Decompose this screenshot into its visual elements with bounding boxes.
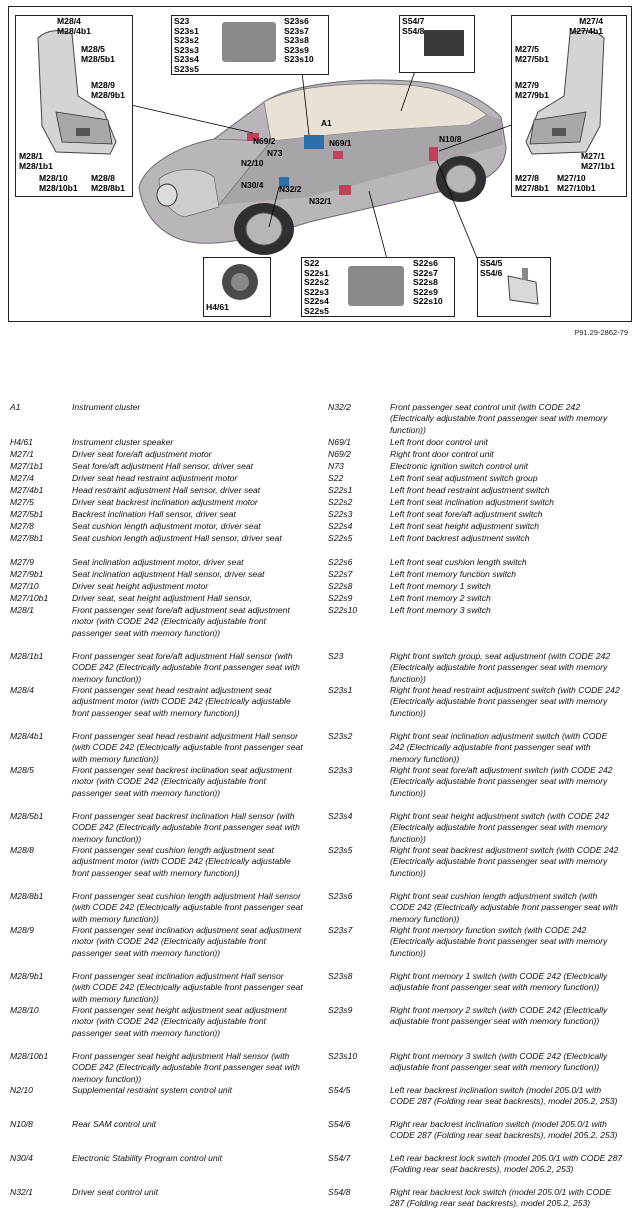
legend-code: S23s7 (328, 925, 353, 935)
legend-code: M28/5b1 (10, 811, 44, 821)
legend-description: Electronic Stability Program control unit (72, 1153, 222, 1163)
legend-description: Front passenger seat inclination adjustment Hall sensor (with CODE 242 (Electrically adjustable front passenger seat with memory function)) (72, 971, 303, 1004)
legend-code: M27/9b1 (10, 569, 44, 579)
legend-description: Right front seat height adjustment switch (with CODE 242 (Electrically adjustable front passenger seat with memory function)) (390, 811, 610, 844)
legend-row (328, 581, 624, 592)
legend-description: Left front seat fore/aft adjustment switch (390, 509, 543, 519)
legend-row (328, 557, 624, 568)
legend-description: Left front door control unit (390, 437, 488, 447)
label-n73: N73 (267, 148, 283, 158)
legend-code: N2/10 (10, 1085, 33, 1095)
legend-code: S54/8 (328, 1187, 351, 1197)
legend-row (328, 1005, 624, 1028)
legend-code: M27/4 (10, 473, 34, 483)
legend-description: Front passenger seat cushion length adjustment seat adjustment motor (with CODE 242 (Electrically adjustable front passenger seat with memory function)) (72, 845, 291, 878)
legend-code: N10/8 (10, 1119, 33, 1129)
legend-row (328, 731, 624, 765)
legend-row (10, 581, 304, 592)
legend-row (328, 1153, 624, 1176)
legend-code: S23s5 (328, 845, 353, 855)
legend-code: M27/4b1 (10, 485, 44, 495)
legend-description: Front passenger seat cushion length adjustment Hall sensor (with CODE 242 (Electrically adjustable front passenger seat with memory function)) (72, 891, 303, 924)
legend-description: Left front seat inclination adjustment switch (390, 497, 554, 507)
legend-code: M28/5 (10, 765, 34, 775)
legend-code: M27/9 (10, 557, 34, 567)
legend-row (328, 437, 624, 448)
legend-code: M28/1 (10, 605, 34, 615)
legend-description: Seat inclination adjustment Hall sensor, driver seat (72, 569, 265, 579)
legend-code: S23s2 (328, 731, 353, 741)
label-s22-memory: S22s6 S22s7 S22s8 S22s9 S22s10 (413, 258, 443, 307)
legend-row (10, 605, 304, 639)
legend-row (10, 509, 304, 520)
legend-row (10, 1153, 304, 1164)
legend-code: S22s7 (328, 569, 353, 579)
legend-code: S22s9 (328, 593, 353, 603)
legend-description: Right front memory function switch (with CODE 242 (Electrically adjustable front passenger seat with memory function)) (390, 925, 608, 958)
legend-code: M28/10 (10, 1005, 39, 1015)
legend-code: N69/2 (328, 449, 351, 459)
lock-switch-image (424, 30, 464, 56)
legend-description: Right front door control unit (390, 449, 494, 459)
legend-row (10, 497, 304, 508)
legend-row (10, 731, 304, 765)
legend-row (10, 811, 304, 845)
label-s54-7: S54/7 S54/8 (402, 16, 425, 36)
legend-description: Left front memory 1 switch (390, 581, 491, 591)
legend-description: Left front memory 2 switch (390, 593, 491, 603)
legend-row (10, 1085, 304, 1096)
legend-row (10, 437, 304, 448)
legend-description: Driver seat fore/aft adjustment motor (72, 449, 212, 459)
legend-code: S22s2 (328, 497, 353, 507)
legend-description: Seat inclination adjustment motor, driver seat (72, 557, 244, 567)
label-m27-1: M27/1 M27/1b1 (581, 151, 615, 171)
legend-row (328, 593, 624, 604)
label-m28-10: M28/10 M28/10b1 (39, 173, 78, 193)
label-n10-8: N10/8 (439, 134, 462, 144)
legend-code: S54/6 (328, 1119, 351, 1129)
legend-description: Electronic ignition switch control unit (390, 461, 529, 471)
legend-code: S23 (328, 651, 344, 661)
legend-row (328, 402, 624, 436)
legend-row (10, 685, 304, 719)
legend-code: S22s5 (328, 533, 353, 543)
legend-row (10, 1005, 304, 1039)
legend-row (10, 593, 304, 604)
legend-description: Left front seat adjustment switch group (390, 473, 538, 483)
legend-description: Driver seat height adjustment motor (72, 581, 209, 591)
switch-panel-image (348, 266, 404, 306)
legend-row (10, 485, 304, 496)
legend-code: S54/5 (328, 1085, 351, 1095)
legend-code: M27/10b1 (10, 593, 49, 603)
legend-description: Supplemental restraint system control unit (72, 1085, 233, 1095)
legend-row (10, 1119, 304, 1130)
legend-description: Right front memory 2 switch (with CODE 242 (Electrically adjustable front passenger seat with memory function)) (390, 1005, 608, 1027)
label-s23-group: S23 S23s1 S23s2 S23s3 S23s4 S23s5 (174, 16, 199, 74)
label-m27-10: M27/10 M27/10b1 (557, 173, 596, 193)
legend-description: Front passenger seat fore/aft adjustment Hall sensor (with CODE 242 (Electrically adjustable front passenger seat with memory function)) (72, 651, 300, 684)
legend-description: Front passenger seat inclination adjustment seat adjustment motor (with CODE 242 (Electrically adjustable front passenger seat with memory function)) (72, 925, 302, 958)
legend-row (328, 473, 624, 484)
legend-code: S22s10 (328, 605, 358, 615)
legend-description: Right front switch group, seat adjustment (with CODE 242 (Electrically adjustable front passenger seat with memory function)) (390, 651, 611, 684)
legend-description: Left front seat cushion length switch (390, 557, 527, 567)
legend-code: M28/9b1 (10, 971, 44, 981)
legend-description: Head restraint adjustment Hall sensor, driver seat (72, 485, 261, 495)
label-n2-10: N2/10 (241, 158, 264, 168)
legend-description: Rear SAM control unit (72, 1119, 157, 1129)
label-a1: A1 (321, 118, 332, 128)
legend-row (10, 891, 304, 925)
label-m27-9: M27/9 M27/9b1 (515, 80, 549, 100)
legend-row (328, 925, 624, 959)
legend-row (328, 685, 624, 719)
legend-description: Front passenger seat head restraint adjustment Hall sensor (with CODE 242 (Electrically adjustable front passenger seat with memory function)) (72, 731, 303, 764)
legend-code: S23s8 (328, 971, 353, 981)
legend-code: M28/8 (10, 845, 34, 855)
legend-row (10, 651, 304, 685)
legend-row (10, 1051, 304, 1085)
legend-code: S22s6 (328, 557, 353, 567)
legend-code: M27/8b1 (10, 533, 44, 543)
switch-panel-image (222, 22, 276, 62)
label-m28-4: M28/4 M28/4b1 (57, 16, 91, 36)
legend-row (328, 651, 624, 685)
legend-row (328, 1187, 624, 1210)
legend-code: A1 (10, 402, 21, 412)
legend-description: Right front seat backrest adjustment switch (with CODE 242 (Electrically adjustable front passenger seat with memory function)) (390, 845, 619, 878)
legend-row (328, 521, 624, 532)
legend-code: S22 (328, 473, 344, 483)
label-s54-5: S54/5 S54/6 (480, 258, 503, 278)
label-m28-8: M28/8 M28/8b1 (91, 173, 125, 193)
legend-description: Seat cushion length adjustment motor, driver seat (72, 521, 261, 531)
legend-description: Right front memory 1 switch (with CODE 242 (Electrically adjustable front passenger seat with memory function)) (390, 971, 608, 993)
legend-row (328, 891, 624, 925)
figure-reference: P91.29-2862-79 (574, 328, 628, 337)
legend-description: Right front head restraint adjustment switch (with CODE 242 (Electrically adjustable front passenger seat with memory function)) (390, 685, 620, 718)
label-s23-memory: S23s6 S23s7 S23s8 S23s9 S23s10 (284, 16, 314, 65)
legend-description: Left front memory 3 switch (390, 605, 491, 615)
legend-code: M28/4 (10, 685, 34, 695)
legend-code: M28/10b1 (10, 1051, 49, 1061)
legend-code: M27/1 (10, 449, 34, 459)
legend-row (328, 569, 624, 580)
legend-description: Left rear backrest inclination switch (model 205.0/1 with CODE 287 (Folding rear seat backrests), model 205.2, 253) (390, 1085, 618, 1107)
label-n69-1: N69/1 (329, 138, 352, 148)
legend-description: Front passenger seat backrest inclination seat adjustment motor (with CODE 242 (Electrically adjustable front passenger seat with memory function)) (72, 765, 292, 798)
legend-description: Left front memory function switch (390, 569, 517, 579)
legend-code: M27/8 (10, 521, 34, 531)
legend-description: Driver seat, seat height adjustment Hall sensor, (72, 593, 253, 603)
legend-row (328, 971, 624, 994)
legend-description: Right front memory 3 switch (with CODE 242 (Electrically adjustable front passenger seat with memory function)) (390, 1051, 608, 1073)
legend-row (10, 971, 304, 1005)
legend-row (10, 845, 304, 879)
legend-row (10, 765, 304, 799)
legend-code: S23s3 (328, 765, 353, 775)
legend-code: M28/8b1 (10, 891, 44, 901)
label-n32-2: N32/2 (279, 184, 302, 194)
legend-row (10, 473, 304, 484)
legend-code: S54/7 (328, 1153, 351, 1163)
legend-row (10, 461, 304, 472)
label-h4-61: H4/61 (206, 302, 229, 312)
legend-code: H4/61 (10, 437, 33, 447)
legend-description: Right rear backrest lock switch (model 205.0/1 with CODE 287 (Folding rear seat backrests), model 205.2, 253) (390, 1187, 612, 1209)
legend-description: Left front backrest adjustment switch (390, 533, 530, 543)
legend-row (10, 402, 304, 413)
legend-row (328, 497, 624, 508)
component-location-diagram (8, 6, 632, 322)
legend-code: M27/5b1 (10, 509, 44, 519)
label-n32-1: N32/1 (309, 196, 332, 206)
label-n30-4: N30/4 (241, 180, 264, 190)
legend-row (10, 925, 304, 959)
label-m28-5: M28/5 M28/5b1 (81, 44, 115, 64)
legend-code: M27/5 (10, 497, 34, 507)
legend-description: Backrest inclination Hall sensor, driver seat (72, 509, 236, 519)
legend-code: M28/9 (10, 925, 34, 935)
legend-code: S23s1 (328, 685, 353, 695)
legend-description: Right front seat cushion length adjustment switch (with CODE 242 (Electrically adjustable front passenger seat with memory function)) (390, 891, 618, 924)
legend-code: M27/1b1 (10, 461, 44, 471)
legend-row (328, 605, 624, 616)
legend-row (10, 569, 304, 580)
legend-description: Left front seat height adjustment switch (390, 521, 540, 531)
legend-row (10, 449, 304, 460)
legend-description: Seat fore/aft adjustment Hall sensor, driver seat (72, 461, 254, 471)
legend-code: S23s6 (328, 891, 353, 901)
legend-code: N69/1 (328, 437, 351, 447)
legend-description: Right front seat fore/aft adjustment switch (with CODE 242 (Electrically adjustable front passenger seat with memory function)) (390, 765, 613, 798)
legend-description: Seat cushion length adjustment Hall sensor, driver seat (72, 533, 282, 543)
legend-code: S23s10 (328, 1051, 358, 1061)
legend-description: Front passenger seat fore/aft adjustment seat adjustment motor (with CODE 242 (Electrically adjustable front passenger seat with memory function)) (72, 605, 290, 638)
legend-description: Driver seat backrest inclination adjustment motor (72, 497, 258, 507)
legend-description: Instrument cluster speaker (72, 437, 174, 447)
legend-code: M28/1b1 (10, 651, 44, 661)
label-m27-4: M27/4 M27/4b1 (569, 16, 603, 36)
label-m28-9: M28/9 M28/9b1 (91, 80, 125, 100)
legend-code: S22s4 (328, 521, 353, 531)
legend-description: Driver seat head restraint adjustment motor (72, 473, 238, 483)
legend-row (10, 557, 304, 568)
legend-description: Driver seat control unit (72, 1187, 158, 1197)
legend-code: S22s3 (328, 509, 353, 519)
legend-description: Front passenger seat head restraint adjustment seat adjustment motor (with CODE 242 (Electrically adjustable front passenger seat with memory function)) (72, 685, 291, 718)
legend-row (10, 1187, 304, 1198)
legend-description: Right front seat inclination adjustment switch (with CODE 242 (Electrically adjustable front passenger seat with memory function)) (390, 731, 608, 764)
legend-row (328, 485, 624, 496)
label-m27-5: M27/5 M27/5b1 (515, 44, 549, 64)
legend-code: N73 (328, 461, 344, 471)
car-illustration (139, 80, 506, 255)
label-m28-1: M28/1 M28/1b1 (19, 151, 53, 171)
legend-row (10, 533, 304, 544)
legend-row (10, 521, 304, 532)
legend-row (328, 509, 624, 520)
legend-code: N30/4 (10, 1153, 33, 1163)
legend-row (328, 461, 624, 472)
legend-row (328, 1085, 624, 1108)
legend-code: N32/2 (328, 402, 351, 412)
label-m27-8: M27/8 M27/8b1 (515, 173, 549, 193)
legend-code: M28/4b1 (10, 731, 44, 741)
legend-description: Front passenger seat backrest inclination Hall sensor (with CODE 242 (Electrically adjustable front passenger seat with memory function)) (72, 811, 300, 844)
legend-row (328, 811, 624, 845)
legend-row (328, 533, 624, 544)
legend-code: S23s9 (328, 1005, 353, 1015)
legend-description: Left front head restraint adjustment switch (390, 485, 550, 495)
legend-row (328, 1051, 624, 1074)
legend-row (328, 1119, 624, 1142)
legend-code: S22s8 (328, 581, 353, 591)
legend-row (328, 845, 624, 879)
legend-code: S23s4 (328, 811, 353, 821)
legend-code: S22s1 (328, 485, 353, 495)
legend-description: Front passenger seat height adjustment seat adjustment motor (with CODE 242 (Electrically adjustable front passenger seat with memory function)) (72, 1005, 287, 1038)
legend-description: Front passenger seat height adjustment Hall sensor (with CODE 242 (Electrically adjustable front passenger seat with memory function)) (72, 1051, 300, 1084)
legend-description: Instrument cluster (72, 402, 141, 412)
legend-description: Left rear backrest lock switch (model 205.0/1 with CODE 287 (Folding rear seat backrests), model 205.2, 253) (390, 1153, 623, 1175)
label-s22-group: S22 S22s1 S22s2 S22s3 S22s4 S22s5 (304, 258, 329, 316)
legend-row (328, 449, 624, 460)
legend-description: Front passenger seat control unit (with CODE 242 (Electrically adjustable front passenger seat with memory function)) (390, 402, 608, 435)
legend-code: M27/10 (10, 581, 39, 591)
legend-row (328, 765, 624, 799)
legend-description: Right rear backrest inclination switch (model 205.0/1 with CODE 287 (Folding rear seat backrests), model 205.2, 253) (390, 1119, 618, 1141)
legend-code: N32/1 (10, 1187, 33, 1197)
label-n69-2: N69/2 (253, 136, 276, 146)
